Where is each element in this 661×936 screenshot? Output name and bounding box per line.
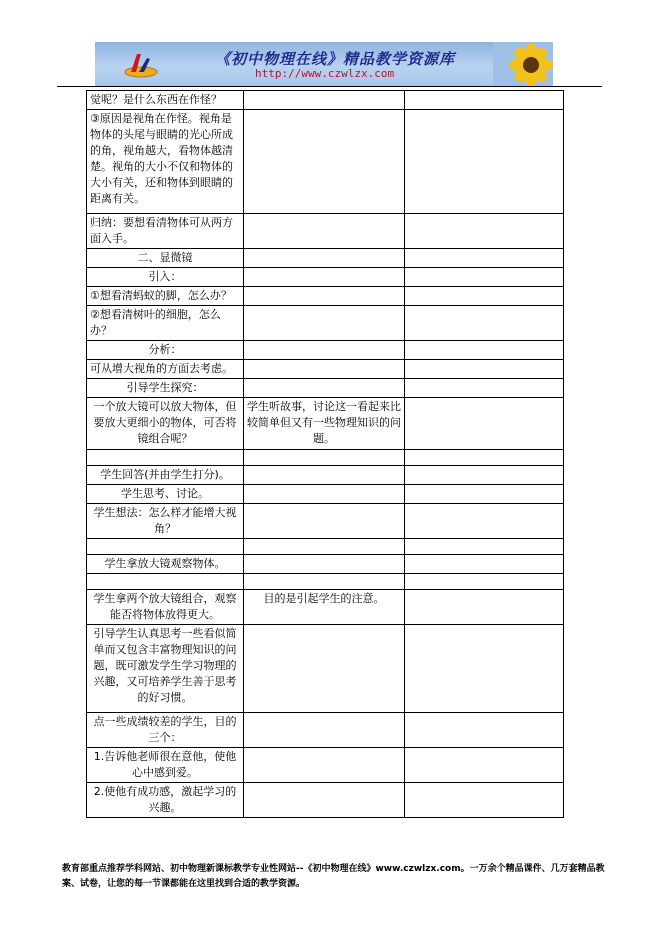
table-row [87, 466, 564, 485]
site-url[interactable]: http://www.czwlzx.com [255, 67, 395, 80]
table-cell-col2 [244, 783, 405, 818]
table-cell-col2 [244, 555, 405, 574]
table-cell-col3 [405, 110, 564, 214]
table-row [87, 287, 564, 306]
table-row [87, 485, 564, 504]
table-row [87, 341, 564, 360]
lesson-table [86, 90, 564, 818]
table-cell-col1: 觉呢？是什么东西在作怪？ [87, 91, 244, 110]
table-cell-col1: 归纳：要想看清物体可从两方面入手。 [87, 214, 244, 249]
table-cell-col2 [244, 748, 405, 783]
table-cell-col2 [244, 466, 405, 485]
table-cell-col2 [244, 379, 405, 398]
table-cell-col2 [244, 485, 405, 504]
table-cell-col1: ①想看清蚂蚁的脚，怎么办？ [87, 287, 244, 306]
table-cell-col3 [405, 268, 564, 287]
table-cell-col3 [405, 713, 564, 748]
table-cell-col2 [244, 91, 405, 110]
table-cell-col1: 学生拿两个放大镜组合，观察能否将物体放得更大。 [87, 590, 244, 625]
table-row [87, 504, 564, 539]
table-cell-col2 [244, 341, 405, 360]
table-row [87, 249, 564, 268]
table-cell-col1: 引导学生认真思考一些看似简单而又包含丰富物理知识的问题，既可激发学生学习物理的兴趣，又可培养学生善于思考的好习惯。 [87, 625, 244, 713]
table-cell-col2 [244, 574, 405, 590]
table-cell-col2 [244, 110, 405, 214]
table-cell-col2: 学生听故事，讨论这一看起来比较简单但又有一些物理知识的问题。 [244, 398, 405, 450]
table-cell-col1: 学生回答(并由学生打分)。 [87, 466, 244, 485]
table-cell-col1 [87, 574, 244, 590]
table-cell-col2 [244, 306, 405, 341]
table-cell-col3 [405, 555, 564, 574]
table-cell-col1 [87, 539, 244, 555]
table-row [87, 450, 564, 466]
table-cell-col3 [405, 574, 564, 590]
table-cell-col2 [244, 625, 405, 713]
table-row [87, 306, 564, 341]
table-row [87, 214, 564, 249]
table-row [87, 574, 564, 590]
table-cell-col2 [244, 214, 405, 249]
logo-icon [123, 50, 159, 80]
table-row [87, 110, 564, 214]
table-cell-col1: 一个放大镜可以放大物体，但要放大更细小的物体，可否将镜组合呢？ [87, 398, 244, 450]
sunflower-icon [493, 42, 553, 86]
table-cell-col1: ②想看清树叶的细胞，怎么办？ [87, 306, 244, 341]
table-cell-col1: 学生拿放大镜观察物体。 [87, 555, 244, 574]
table-cell-col3 [405, 466, 564, 485]
table-cell-col2 [244, 450, 405, 466]
table-row [87, 625, 564, 713]
table-cell-col1 [87, 450, 244, 466]
table-cell-col3 [405, 360, 564, 379]
table-cell-col3 [405, 450, 564, 466]
table-row [87, 398, 564, 450]
table-cell-col1: 学生想法：怎么样才能增大视角？ [87, 504, 244, 539]
table-cell-col3 [405, 341, 564, 360]
table-cell-col3 [405, 91, 564, 110]
table-cell-col1: 1.告诉他老师很在意他，使他心中感到爱。 [87, 748, 244, 783]
table-cell-col2: 目的是引起学生的注意。 [244, 590, 405, 625]
table-cell-col3 [405, 748, 564, 783]
table-cell-col3 [405, 504, 564, 539]
table-row [87, 555, 564, 574]
site-title: 《初中物理在线》精品教学资源库 [215, 50, 456, 68]
header-divider [57, 86, 602, 87]
table-cell-col2 [244, 713, 405, 748]
header-banner [95, 42, 553, 86]
table-cell-col3 [405, 287, 564, 306]
page-footer: 教育部重点推荐学科网站、初中物理新课标教学专业性网站--《初中物理在线》www.czwlzx.com。一万余个精品课件、几万套精品教案、试卷，让您的每一节课都能在这里找到合适的教学资源。 [62, 864, 605, 889]
table-row [87, 783, 564, 818]
table-cell-col3 [405, 306, 564, 341]
table-row [87, 713, 564, 748]
table-row [87, 379, 564, 398]
table-cell-col1: ③原因是视角在作怪。视角是物体的头尾与眼睛的光心所成的角，视角越大，看物体越清楚。视角的大小不仅和物体的大小有关，还和物体到眼睛的距离有关。 [87, 110, 244, 214]
table-cell-col2 [244, 539, 405, 555]
table-cell-col2 [244, 504, 405, 539]
table-cell-col1: 引导学生探究： [87, 379, 244, 398]
table-cell-col1: 引入： [87, 268, 244, 287]
table-cell-col1: 可从增大视角的方面去考虑。 [87, 360, 244, 379]
table-cell-col3 [405, 379, 564, 398]
table-cell-col3 [405, 590, 564, 625]
table-row [87, 748, 564, 783]
table-cell-col3 [405, 783, 564, 818]
table-cell-col3 [405, 214, 564, 249]
table-cell-col1: 学生思考、讨论。 [87, 485, 244, 504]
table-row [87, 539, 564, 555]
table-cell-col2 [244, 249, 405, 268]
table-row [87, 590, 564, 625]
table-cell-col1: 二、显微镜 [87, 249, 244, 268]
table-cell-col3 [405, 625, 564, 713]
table-cell-col1: 分析： [87, 341, 244, 360]
table-row [87, 91, 564, 110]
table-cell-col2 [244, 268, 405, 287]
table-cell-col1: 点一些成绩较差的学生，目的三个： [87, 713, 244, 748]
table-cell-col3 [405, 249, 564, 268]
table-row [87, 268, 564, 287]
table-cell-col2 [244, 287, 405, 306]
table-cell-col3 [405, 398, 564, 450]
table-cell-col3 [405, 539, 564, 555]
table-cell-col3 [405, 485, 564, 504]
table-row [87, 360, 564, 379]
table-cell-col2 [244, 360, 405, 379]
table-cell-col1: 2.使他有成功感，激起学习的兴趣。 [87, 783, 244, 818]
